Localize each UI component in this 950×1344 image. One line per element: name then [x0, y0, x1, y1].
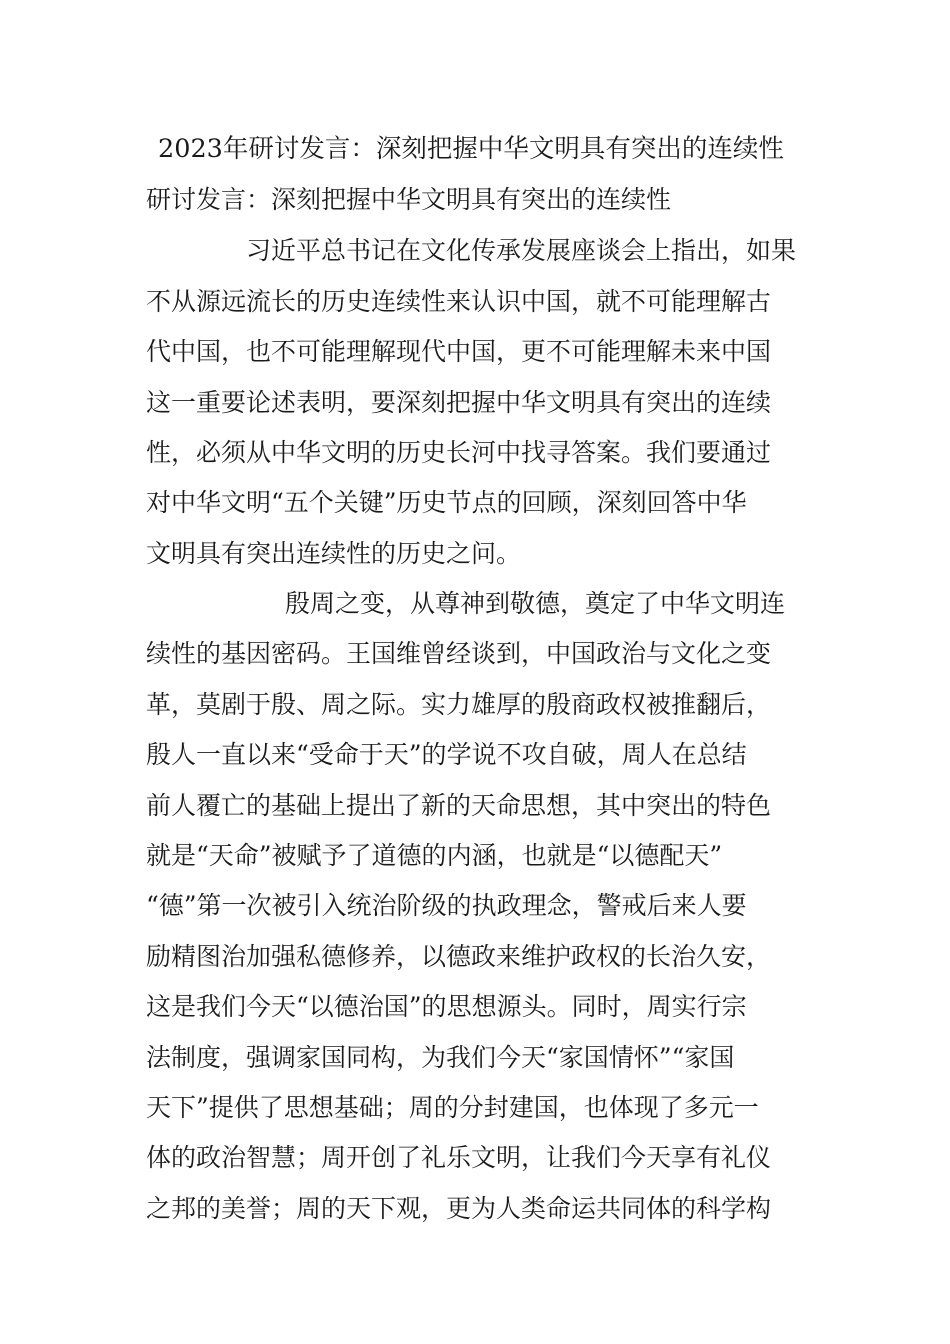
paragraph-2-line: 殷人一直以来“受命于天”的学说不攻自破，周人在总结 — [146, 740, 747, 769]
paragraph-2-line: 续性的基因密码。王国维曾经谈到，中国政治与文化之变 — [146, 639, 772, 668]
paragraph-1-line: 不从源远流长的历史连续性来认识中国，就不可能理解古 — [146, 287, 772, 316]
paragraph-1-line: 性，必须从中华文明的历史长河中找寻答案。我们要通过 — [146, 438, 772, 467]
paragraph-2-line: 天下”提供了思想基础；周的分封建国，也体现了多元一 — [146, 1093, 759, 1122]
paragraph-2-line: 就是“天命”被赋予了道德的内涵，也就是“以德配天” — [146, 841, 723, 870]
paragraph-2-line: 殷周之变，从尊神到敬德，奠定了中华文明连 — [285, 589, 786, 618]
paragraph-1-line: 代中国，也不可能理解现代中国，更不可能理解未来中国 — [146, 337, 772, 366]
paragraph-1-line: 习近平总书记在文化传承发展座谈会上指出，如果 — [246, 236, 797, 265]
document-title: 2023年研讨发言：深刻把握中华文明具有突出的连续性 — [158, 134, 784, 164]
paragraph-1-line: 对中华文明“五个关键”历史节点的回顾，深刻回答中华 — [146, 488, 747, 517]
paragraph-2-line: 励精图治加强私德修养，以德政来维护政权的长治久安， — [146, 942, 772, 971]
paragraph-2-line: 这是我们今天“以德治国”的思想源头。同时，周实行宗 — [146, 992, 747, 1021]
paragraph-2-line: 之邦的美誉；周的天下观，更为人类命运共同体的科学构 — [146, 1194, 772, 1223]
paragraph-2-line: “德”第一次被引入统治阶级的执政理念，警戒后来人要 — [146, 891, 747, 920]
paragraph-2-line: 体的政治智慧；周开创了礼乐文明，让我们今天享有礼仪 — [146, 1143, 772, 1172]
paragraph-1-line: 这一重要论述表明，要深刻把握中华文明具有突出的连续 — [146, 388, 772, 417]
document-subtitle: 研讨发言：深刻把握中华文明具有突出的连续性 — [146, 185, 672, 214]
paragraph-2-line: 前人覆亡的基础上提出了新的天命思想，其中突出的特色 — [146, 791, 772, 820]
paragraph-1-line: 文明具有突出连续性的历史之问。 — [146, 539, 522, 568]
paragraph-2-line: 法制度，强调家国同构，为我们今天“家国情怀”“家国 — [146, 1043, 735, 1072]
paragraph-2-line: 革，莫剧于殷、周之际。实力雄厚的殷商政权被推翻后， — [146, 690, 772, 719]
